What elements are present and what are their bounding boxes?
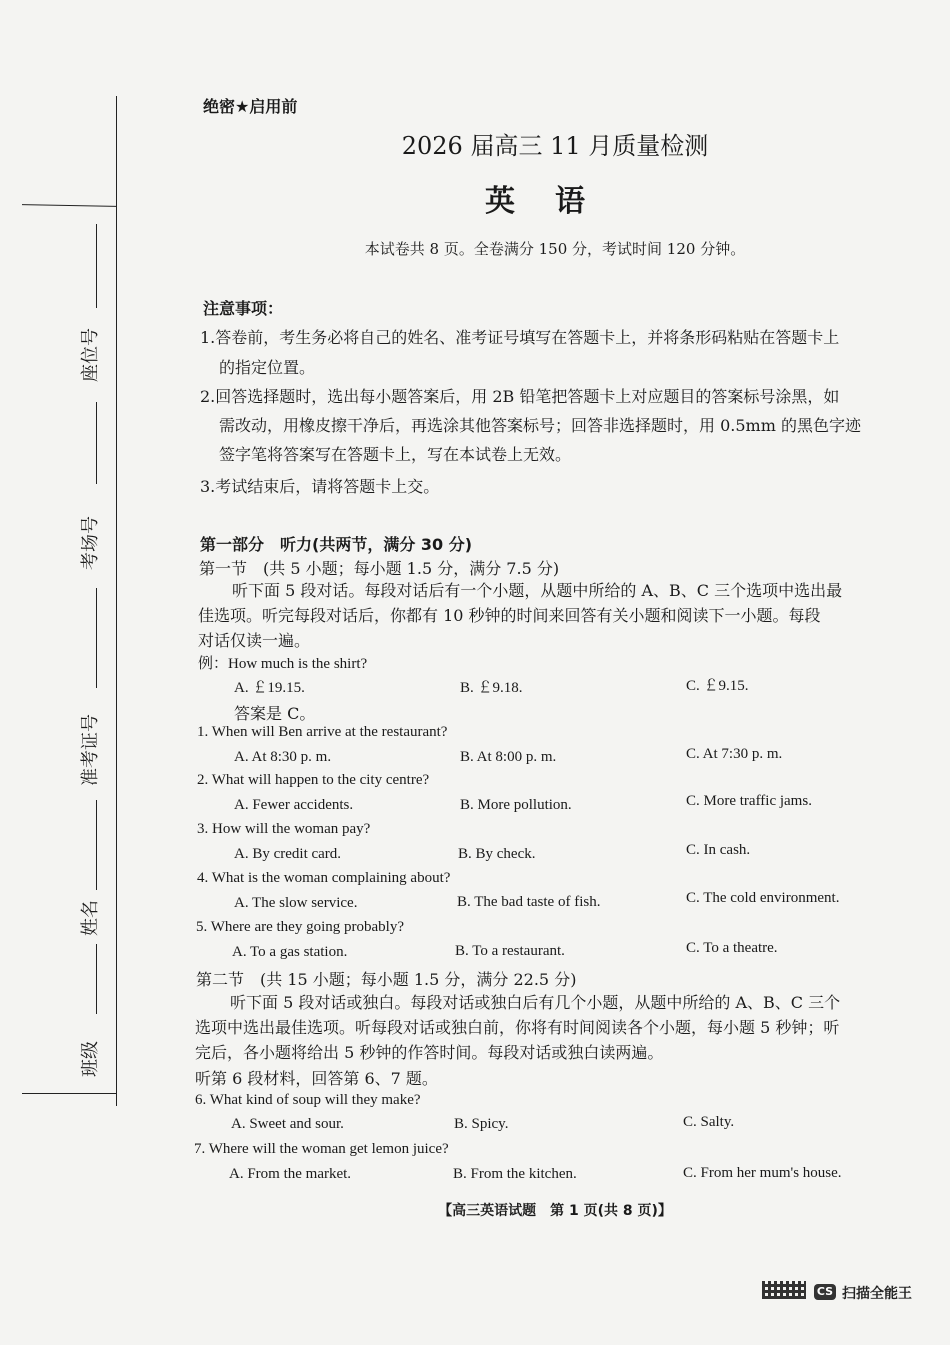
section2-instruction: 完后，各小题将给出 5 秒钟的作答时间。每段对话或独白读两遍。: [195, 1043, 664, 1062]
q5-option-c: C. To a theatre.: [686, 940, 778, 956]
q6-option-b: B. Spicy.: [454, 1116, 509, 1132]
q7-option-c: C. From her mum's house.: [683, 1165, 842, 1181]
ticket-name-line: [96, 800, 97, 890]
ticket-number-label: 准考证号: [80, 714, 101, 786]
q2-option-c: C. More traffic jams.: [686, 793, 812, 809]
subject-title: 英语: [485, 184, 625, 219]
room-ticket-line: [96, 588, 97, 688]
exam-info: 本试卷共 8 页。全卷满分 150 分，考试时间 120 分钟。: [364, 240, 746, 258]
notice-line: 的指定位置。: [219, 358, 316, 377]
q7-option-b: B. From the kitchen.: [453, 1166, 577, 1182]
section2-heading: 第二节 (共 15 小题；每小题 1.5 分，满分 22.5 分): [196, 970, 577, 989]
question-3: 3. How will the woman pay?: [197, 821, 371, 837]
scanner-watermark: 扫描全能王: [842, 1286, 912, 1302]
q5-option-b: B. To a restaurant.: [455, 943, 565, 959]
notice-line: 2.回答选择题时，选出每小题答案后，用 2B 铅笔把答题卡上对应题目的答案标号涂黑，如: [200, 387, 840, 406]
name-class-line: [96, 944, 97, 1014]
camscanner-logo-icon: CS: [814, 1284, 836, 1300]
part1-heading: 第一部分 听力(共两节，满分 30 分): [200, 535, 473, 554]
q1-option-b: B. At 8:00 p. m.: [460, 749, 557, 765]
q3-option-b: B. By check.: [458, 846, 536, 862]
seat-room-line: [96, 402, 97, 484]
question-6: 6. What kind of soup will they make?: [195, 1092, 421, 1108]
q4-option-b: B. The bad taste of fish.: [457, 894, 601, 910]
q6-option-c: C. Salty.: [683, 1114, 735, 1130]
example-option-a: A. ￡19.15.: [234, 680, 305, 696]
q7-option-a: A. From the market.: [229, 1166, 352, 1182]
section2-instruction: 选项中选出最佳选项。听每段对话或独白前，你将有时间阅读各个小题，每小题 5 秒钟；听: [195, 1018, 840, 1037]
section1-instruction: 听下面 5 段对话。每段对话后有一个小题，从题中所给的 A、B、C 三个选项中选出最: [232, 581, 843, 600]
notice-line: 3.考试结束后，请将答题卡上交。: [200, 477, 440, 496]
section2-instruction: 听下面 5 段对话或独白。每段对话或独白后有几个小题，从题中所给的 A、B、C 三个: [230, 993, 841, 1012]
example-question: 例：How much is the shirt?: [198, 656, 368, 672]
name-label: 姓名: [80, 900, 101, 936]
q2-option-b: B. More pollution.: [460, 797, 572, 813]
page-footer: 【高三英语试题 第 1 页(共 8 页)】: [438, 1203, 672, 1219]
section1-instruction: 佳选项。听完每段对话后，你都有 10 秒钟的时间来回答有关小题和阅读下一小题。每段: [198, 606, 821, 625]
question-5: 5. Where are they going probably?: [196, 919, 404, 935]
q3-option-a: A. By credit card.: [234, 846, 342, 862]
example-option-b: B. ￡9.18.: [460, 680, 523, 696]
example-option-c: C. ￡9.15.: [686, 678, 749, 694]
example-answer: 答案是 C。: [234, 704, 316, 723]
notice-line: 1.答卷前，考生务必将自己的姓名、准考证号填写在答题卡上，并将条形码粘贴在答题卡上: [200, 328, 840, 347]
q2-option-a: A. Fewer accidents.: [234, 797, 354, 813]
q4-option-a: A. The slow service.: [234, 895, 358, 911]
material-6-note: 听第 6 段材料，回答第 6、7 题。: [195, 1069, 438, 1088]
notice-line: 需改动，用橡皮擦干净后，再选涂其他答案标号；回答非选择题时，用 0.5mm 的黑色字迹: [219, 416, 861, 435]
qr-code-icon: [762, 1281, 806, 1299]
q6-option-a: A. Sweet and sour.: [231, 1116, 344, 1132]
q1-option-c: C. At 7:30 p. m.: [686, 746, 783, 762]
q3-option-c: C. In cash.: [686, 842, 751, 858]
binding-bottom-line: [22, 1093, 116, 1094]
question-1: 1. When will Ben arrive at the restaurant?: [197, 724, 448, 740]
notice-heading: 注意事项：: [203, 299, 284, 318]
q4-option-c: C. The cold environment.: [686, 890, 840, 906]
exam-room-label: 考场号: [80, 516, 101, 570]
question-4: 4. What is the woman complaining about?: [197, 870, 451, 886]
q1-option-a: A. At 8:30 p. m.: [234, 749, 332, 765]
q5-option-a: A. To a gas station.: [232, 944, 348, 960]
seat-number-label: 座位号: [80, 328, 101, 382]
section1-instruction: 对话仅读一遍。: [198, 631, 311, 650]
section1-heading: 第一节 (共 5 小题；每小题 1.5 分，满分 7.5 分): [199, 559, 560, 578]
seat-number-line: [96, 224, 97, 308]
class-label: 班级: [80, 1041, 101, 1077]
notice-line: 签字笔将答案写在答题卡上，写在本试卷上无效。: [219, 445, 572, 464]
exam-title: 2026 届高三 11 月质量检测: [401, 132, 709, 160]
confidential-label: 绝密★启用前: [203, 97, 298, 116]
question-2: 2. What will happen to the city centre?: [197, 772, 430, 788]
question-7: 7. Where will the woman get lemon juice?: [194, 1141, 449, 1157]
